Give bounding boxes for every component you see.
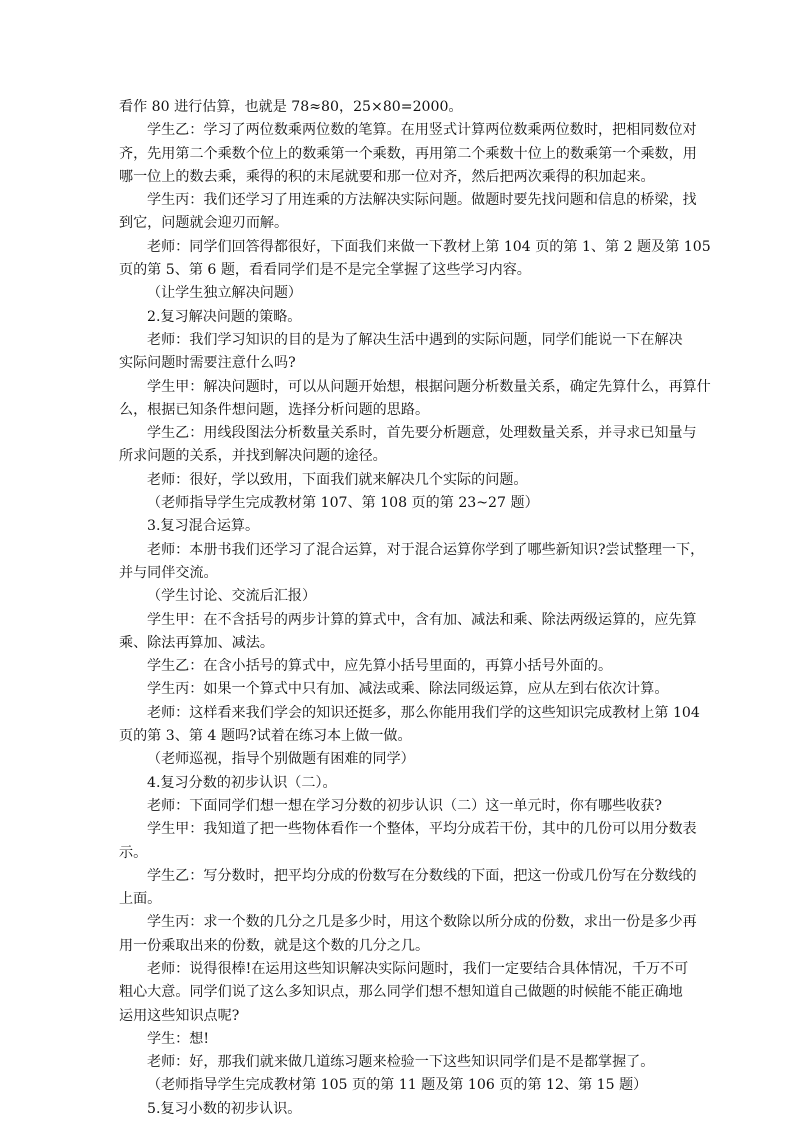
text-line: 老师：本册书我们还学习了混合运算，对于混合运算你学到了哪些新知识?尝试整理一下，	[147, 541, 705, 558]
text-line: 学生甲：我知道了把一些物体看作一个整体，平均分成若干份，其中的几份可以用分数表	[147, 821, 697, 838]
text-line: 到它，问题就会迎刃而解。	[119, 215, 289, 232]
text-line: 学生乙：用线段图法分析数量关系时，首先要分析题意，处理数量关系，并寻求已知量与	[147, 425, 697, 442]
text-line: 学生乙：在含小括号的算式中，应先算小括号里面的，再算小括号外面的。	[147, 658, 613, 675]
text-line: 乘、除法再算加、减法。	[119, 634, 275, 651]
text-line: 老师：说得很棒!在运用这些知识解决实际问题时，我们一定要结合具体情况，千万不可	[147, 960, 689, 977]
text-line: 哪一位上的数去乘，乘得的积的末尾就要和那一位对齐，然后把两次乘得的积加起来。	[119, 168, 655, 185]
text-line: （老师指导学生完成教材第 107、第 108 页的第 23~27 题）	[147, 495, 539, 512]
text-line: 看作 80 进行估算，也就是 78≈80，25×80=2000。	[119, 99, 463, 115]
text-line: 示。	[119, 844, 148, 861]
text-line: （老师指导学生完成教材第 105 页的第 11 题及第 106 页的第 12、第 15 题）	[147, 1077, 648, 1094]
text-line: （学生讨论、交流后汇报）	[147, 588, 317, 605]
text-line: 齐，先用第二个乘数个位上的数乘第一个乘数，再用第二个乘数十位上的数乘第一个乘数，用	[119, 145, 697, 162]
text-line: 2.复习解决问题的策略。	[147, 308, 302, 325]
text-line: 学生丙：我们还学习了用连乘的方法解决实际问题。做题时要先找问题和信息的桥梁，找	[147, 192, 697, 209]
text-line: 上面。	[119, 891, 162, 908]
text-line: 页的第 5、第 6 题，看看同学们是不是完全掌握了这些学习内容。	[119, 262, 531, 279]
text-line: 学生丙：求一个数的几分之几是多少时，用这个数除以所分成的份数，求出一份是多少再	[147, 914, 697, 931]
text-line: （让学生独立解决问题）	[147, 285, 303, 302]
text-line: （老师巡视，指导个别做题有困难的同学）	[147, 751, 415, 768]
text-line: 学生乙：写分数时，把平均分成的份数写在分数线的下面，把这一份或几份写在分数线的	[147, 867, 697, 884]
text-line: 4.复习分数的初步认识（二）。	[147, 774, 337, 791]
text-line: 所求问题的关系，并找到解决问题的途径。	[119, 448, 387, 465]
text-line: 用一份乘取出来的份数，就是这个数的几分之几。	[119, 937, 430, 954]
text-line: 学生甲：在不含括号的两步计算的算式中，含有加、减法和乘、除法两级运算的，应先算	[147, 611, 697, 628]
text-line: 学生甲：解决问题时，可以从问题开始想，根据问题分析数量关系，确定先算什么，再算什	[147, 378, 711, 395]
text-line: 老师：同学们回答得都很好，下面我们来做一下教材上第 104 页的第 1、第 2 题及第 105	[147, 238, 711, 255]
text-line: 老师：很好，学以致用，下面我们就来解决几个实际的问题。	[147, 471, 528, 488]
text-line: 运用这些知识点呢?	[119, 1007, 240, 1024]
text-line: 老师：下面同学们想一想在学习分数的初步认识（二）这一单元时，你有哪些收获?	[147, 797, 662, 814]
text-line: 5.复习小数的初步认识。	[147, 1100, 302, 1117]
text-line: 学生乙：学习了两位数乘两位数的笔算。在用竖式计算两位数乘两位数时，把相同数位对	[147, 122, 697, 139]
text-line: 实际问题时需要注意什么吗?	[119, 355, 296, 372]
text-line: 页的第 3、第 4 题吗?试着在练习本上做一做。	[119, 728, 412, 745]
text-line: 老师：这样看来我们学会的知识还挺多，那么你能用我们学的这些知识完成教材上第 104	[147, 704, 700, 721]
text-line: 学生丙：如果一个算式中只有加、减法或乘、除法同级运算，应从左到右依次计算。	[147, 681, 669, 698]
text-line: 么，根据已知条件想问题，选择分析问题的思路。	[119, 401, 430, 418]
text-line: 老师：我们学习知识的目的是为了解决生活中遇到的实际问题，同学们能说一下在解决	[147, 331, 683, 348]
text-line: 3.复习混合运算。	[147, 518, 260, 535]
text-line: 学生：想!	[147, 1030, 210, 1047]
text-line: 并与同伴交流。	[119, 564, 218, 581]
document-body	[119, 96, 711, 1121]
text-line: 老师：好，那我们就来做几道练习题来检验一下这些知识同学们是不是都掌握了。	[147, 1054, 655, 1071]
text-line: 粗心大意。同学们说了这么多知识点，那么同学们想不想知道自己做题的时候能不能正确地	[119, 984, 683, 1001]
